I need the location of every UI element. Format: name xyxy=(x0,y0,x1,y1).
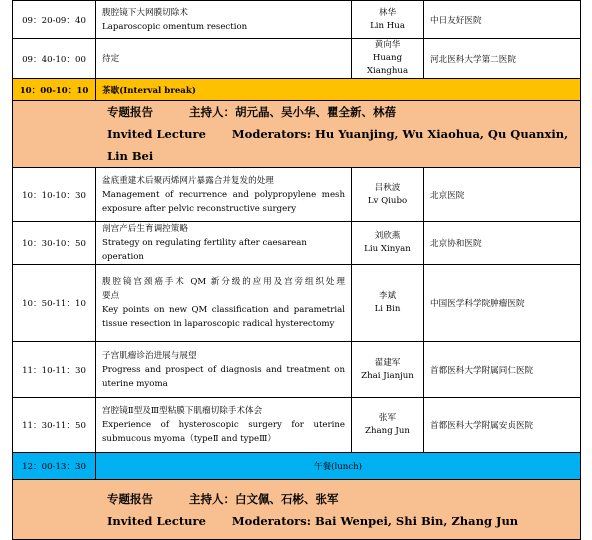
institution-cell: 北京协和医院 xyxy=(424,222,581,265)
speaker-cell: 李斌 Li Bin xyxy=(352,265,424,342)
lecture-title-cn: 专题报告 xyxy=(107,105,153,119)
lecture-title-cn: 专题报告 xyxy=(107,491,153,506)
table-row xyxy=(13,222,581,265)
speaker-cell: 林华 Lin Hua xyxy=(352,1,424,39)
topic-cell: 待定 xyxy=(96,39,352,79)
table-row xyxy=(13,398,581,453)
speaker-cell: 黄向华 Huang Xianghua xyxy=(352,39,424,79)
moderators-en: Bai Wenpei, Shi Bin, Zhang Jun xyxy=(314,513,519,528)
break-time: 10：00-10：10 xyxy=(13,79,96,101)
institution-cell: 河北医科大学第二医院 xyxy=(424,39,581,79)
time-cell: 11：30-11：50 xyxy=(13,398,96,453)
moderators-label-cn: 主持人： xyxy=(189,491,235,506)
table-row xyxy=(13,1,581,39)
lunch-label: 午餐(lunch) xyxy=(96,453,581,480)
schedule-table xyxy=(12,0,581,540)
moderators-en: Hu Yuanjing, Wu Xiaohua, Qu Quanxin, Lin Bei xyxy=(107,127,569,163)
institution-cell: 中日友好医院 xyxy=(424,1,581,39)
topic-cell: 剖宫产后生育调控策略 Strategy on regulating fertility after caesarean operation xyxy=(96,222,352,265)
break-label: 茶歇(Interval break) xyxy=(96,79,581,101)
moderators-cn: 胡元晶、吴小华、瞿全新、林蓓 xyxy=(235,105,396,119)
topic-cell: 盆底重建术后聚丙烯网片暴露合并复发的处理 Management of recurrence and polypropylene mesh exposure after pelvic reconstructive surgery xyxy=(96,168,352,222)
moderators-label-en: Moderators: xyxy=(231,513,311,528)
topic-cell: 子宫肌瘤诊治进展与展望 Progress and prospect of diagnosis and treatment on uterine myoma xyxy=(96,342,352,398)
topic-cell: 腹腔镜宫颈癌手术 QM 新分级的应用及宫旁组织处理 要点 Key points on new QM classification and parametrial tissue resection in laparoscopic radical hysterectomy xyxy=(96,265,352,342)
lecture-title-en: Invited Lecture xyxy=(107,513,206,528)
lecture-header xyxy=(13,480,581,540)
lecture-header xyxy=(13,101,581,168)
topic-cell: 宫腔镜Ⅱ型及Ⅲ型粘膜下肌瘤切除手术体会 Experience of hysteroscopic surgery for uterine submucous myoma（typeⅡ and typeⅢ） xyxy=(96,398,352,453)
moderators-label-cn: 主持人： xyxy=(189,105,235,119)
institution-cell: 首都医科大学附属安贞医院 xyxy=(424,398,581,453)
moderators-cn: 白文佩、石彬、张军 xyxy=(235,491,339,506)
table-row xyxy=(13,168,581,222)
time-cell: 09：40-10：00 xyxy=(13,39,96,79)
speaker-cell: 张军 Zhang Jun xyxy=(352,398,424,453)
institution-cell: 中国医学科学院肿瘤医院 xyxy=(424,265,581,342)
time-cell: 09：20-09：40 xyxy=(13,1,96,39)
topic-cell: 腹腔镜下大网膜切除术 Laparoscopic omentum resection xyxy=(96,1,352,39)
table-row xyxy=(13,265,581,342)
lecture-header-row xyxy=(13,480,581,540)
lecture-header-row xyxy=(13,101,581,168)
lunch-row xyxy=(13,453,581,480)
time-cell: 10：50-11：10 xyxy=(13,265,96,342)
time-cell: 10：10-10：30 xyxy=(13,168,96,222)
table-row xyxy=(13,39,581,79)
time-cell: 10：30-10：50 xyxy=(13,222,96,265)
speaker-cell: 吕秋波 Lv Qiubo xyxy=(352,168,424,222)
moderators-label-en: Moderators: xyxy=(231,127,311,141)
break-row xyxy=(13,79,581,101)
lunch-time: 12：00-13：30 xyxy=(13,453,96,480)
institution-cell: 首都医科大学附属同仁医院 xyxy=(424,342,581,398)
speaker-cell: 翟建军 Zhai Jianjun xyxy=(352,342,424,398)
table-row xyxy=(13,342,581,398)
time-cell: 11：10-11：30 xyxy=(13,342,96,398)
institution-cell: 北京医院 xyxy=(424,168,581,222)
speaker-cell: 刘欣燕 Liu Xinyan xyxy=(352,222,424,265)
lecture-title-en: Invited Lecture xyxy=(107,127,206,141)
